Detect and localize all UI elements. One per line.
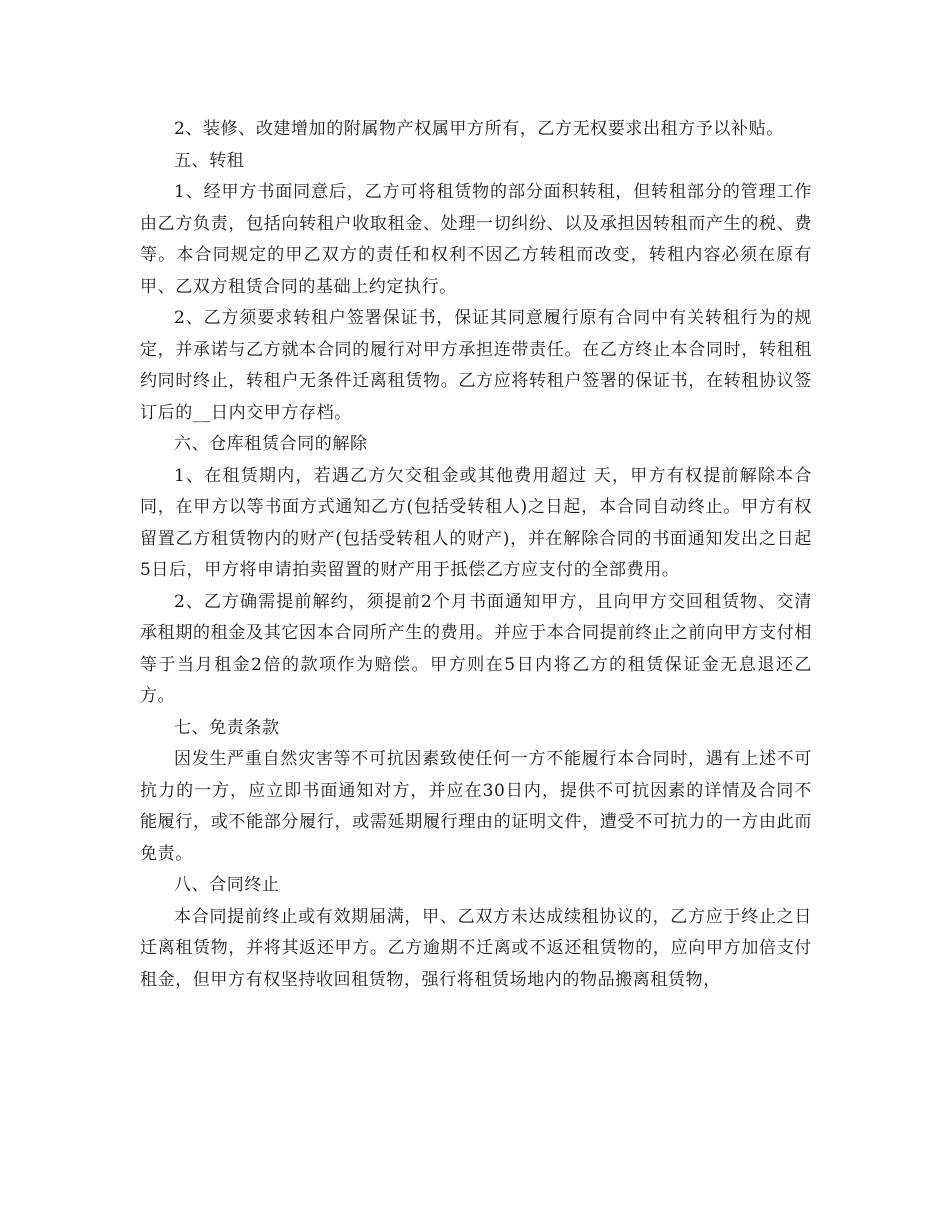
section-heading-contract-end: 八、合同终止	[174, 875, 280, 895]
document-page	[140, 114, 812, 996]
section-heading-termination-of-contract: 六、仓库租赁合同的解除	[174, 434, 368, 454]
paragraph-termination-1: 1、在租赁期内，若遇乙方欠交租金或其他费用超过 天，甲方有权提前解除本合同，在甲方以等书面方式通知乙方(包括受转租人)之日起，本合同自动终止。甲方有权留置乙方租赁物内的财产(包括受转租人的财产)，并在解除合同的书面通知发出之日起5日后，甲方将申请拍卖留置的财产用于抵偿乙方应支付的全部费用。	[140, 465, 812, 580]
section-heading-exemption: 七、免责条款	[174, 717, 280, 738]
paragraph-termination-2: 2、乙方确需提前解约，须提前2个月书面通知甲方，且向甲方交回租赁物、交清承租期的租金及其它因本合同所产生的费用。并应于本合同提前终止之前向甲方支付相等于当月租金2倍的款项作为赔偿。甲方则在5日内将乙方的租赁保证金无息退还乙方。	[140, 591, 812, 706]
paragraph-contract-end: 本合同提前终止或有效期届满，甲、乙双方未达成续租协议的，乙方应于终止之日迁离租赁物，并将其返还甲方。乙方逾期不迁离或不返还租赁物的，应向甲方加倍支付租金，但甲方有权坚持收回租赁物，强行将租赁场地内的物品搬离租赁物，	[140, 906, 812, 990]
paragraph-sublease-1: 1、经甲方书面同意后，乙方可将租赁物的部分面积转租，但转租部分的管理工作由乙方负责，包括向转租户收取租金、处理一切纠纷、以及承担因转租而产生的税、费等。本合同规定的甲乙双方的责任和权利不因乙方转租而改变，转租内容必须在原有甲、乙双方租赁合同的基础上约定执行。	[140, 182, 812, 297]
paragraph-sublease-2: 2、乙方须要求转租户签署保证书，保证其同意履行原有合同中有关转租行为的规定，并承诺与乙方就本合同的履行对甲方承担连带责任。在乙方终止本合同时，转租租约同时终止，转租户无条件迁离租赁物。乙方应将转租户签署的保证书，在转租协议签订后的__日内交甲方存档。	[140, 308, 812, 423]
section-heading-sublease: 五、转租	[174, 150, 245, 171]
paragraph-exemption: 因发生严重自然灾害等不可抗因素致使任何一方不能履行本合同时，遇有上述不可抗力的一方，应立即书面通知对方，并应在30日内，提供不可抗因素的详情及合同不能履行，或不能部分履行，或需延期履行理由的证明文件，遭受不可抗力的一方由此而免责。	[140, 749, 812, 864]
paragraph-fixtures-ownership: 2、装修、改建增加的附属物产权属甲方所有，乙方无权要求出租方予以补贴。	[174, 119, 784, 139]
